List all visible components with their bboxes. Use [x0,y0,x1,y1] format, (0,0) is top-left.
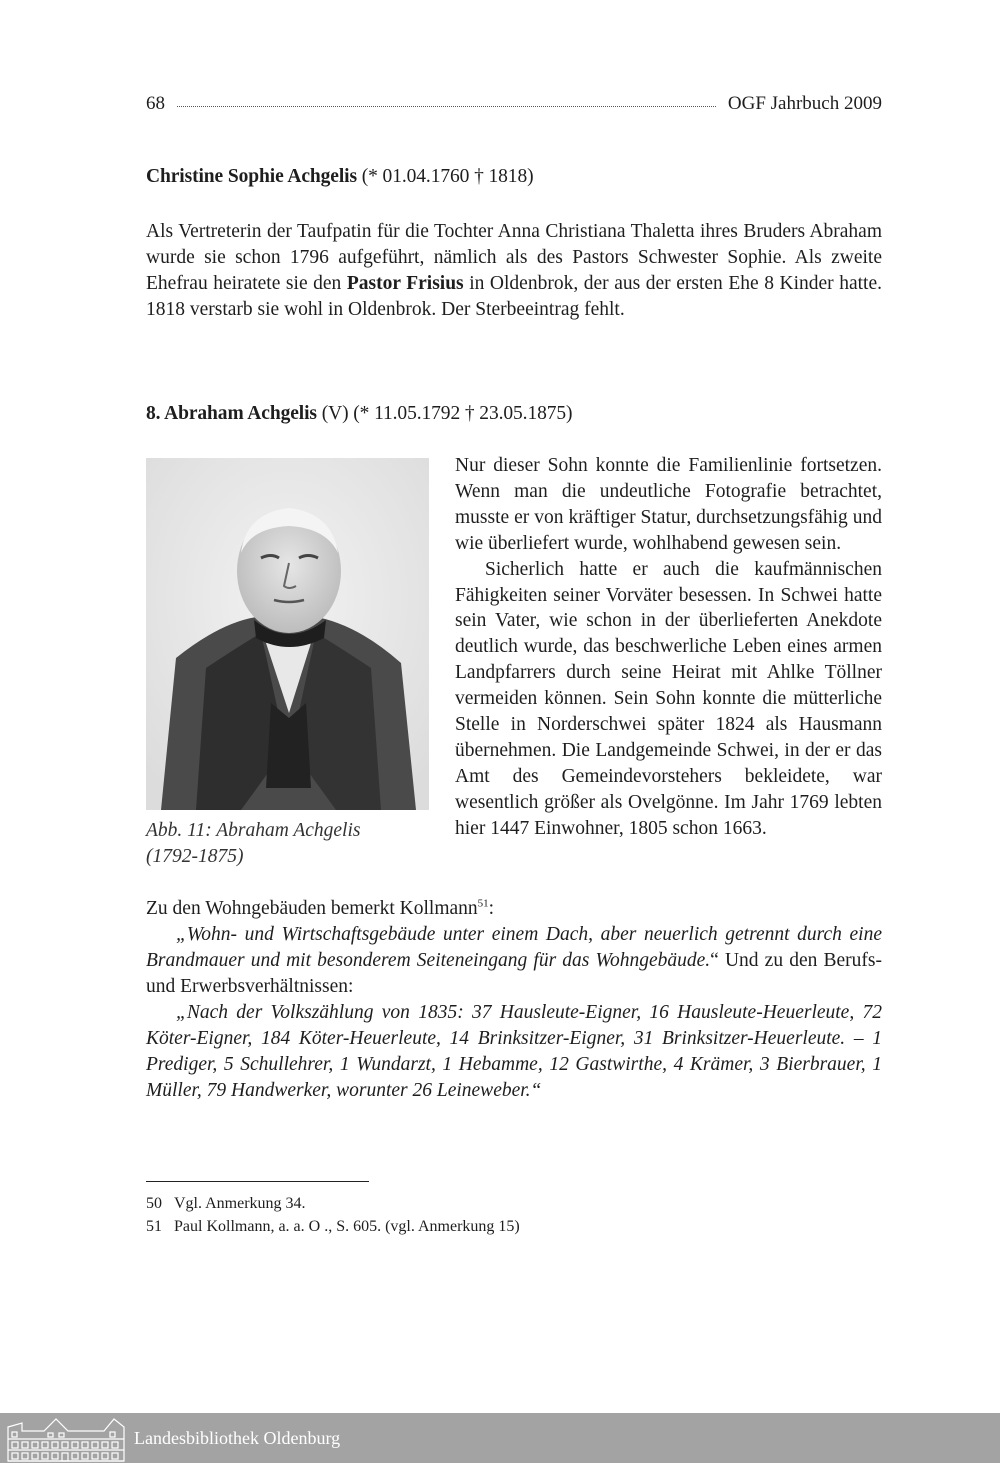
paragraph: Sicherlich hatte er auch die kaufmännischen Fähigkeiten seiner Vorväter besessen. In Schwei hatte sein Vater, wie schon in der überlieferten Anekdote deutlich wurde, das beschwerliche Leben eines armen Landpfarrers durch seine Heirat mit Ahlke Töllner vermeiden können. Sein Sohn konnte die mütterliche Stelle in Norderschwei später 1824 als Hausmann übernehmen. Die Landgemeinde Schwei, in der er das Amt des Gemeindevorstehers bekleidete, war wesentlich größer als Ovelgönne. Im Jahr 1769 lebten hier 1447 Einwohner, 1805 schon 1663. [455,558,882,839]
footnote-rule [146,1181,369,1182]
running-head [146,93,882,121]
quote-block [146,896,882,1104]
generation-numeral: (V) [321,403,349,424]
footnote-51: 51 Paul Kollmann, a. a. O ., S. 605. (vgl. Anmerkung 15) [146,1218,520,1235]
library-name: Landesbibliothek Oldenburg [134,1427,341,1448]
footnotes [146,1192,520,1238]
bold-name: Pastor Frisius [346,273,464,294]
person-name: Christine Sophie Achgelis [146,166,357,187]
section-heading-christine [146,166,534,188]
person-name: 8. Abraham Achgelis [146,403,317,424]
quote-census: „Nach der Volkszählung von 1835: 37 Hausleute-Eigner, 16 Hausleute-Heuerleute, 72 Köter-Eigner, 184 Köter-Heuerleute, 14 Brinksitzer-Eigner, 31 Brinksitzer-Heuerleute. – 1 Prediger, 5 Schullehrer, 1 Wundarzt, 1 Hebamme, 12 Gastwirthe, 4 Krämer, 3 Bierbrauer, 1 Müller, 79 Handwerker, worunter 26 Leineweber.“ [146,1002,882,1101]
footnote-ref-51[interactable]: 51 [477,897,489,910]
biography-text [455,453,882,842]
portrait-photo [146,458,429,810]
section-heading-abraham [146,403,572,425]
figure-caption: Abb. 11: Abraham Achgelis (1792-1875) [146,820,361,867]
life-dates: (* 01.04.1760 † 1818) [361,166,534,187]
footnote-50: 50 Vgl. Anmerkung 34. [146,1195,306,1212]
quote-housing: „Wohn- und Wirtschaftsgebäude unter einem Dach, aber neuerlich getrennt durch eine Brandmauer und mit besonderem Seiteneingang für das Wohngebäude.“ Und zu den Berufs- und Erwerbsverhältnissen: [146,924,883,997]
paragraph-christine: Als Vertreterin der Taufpatin für die Tochter Anna Christiana Thaletta ihres Bruders Abraham wurde sie schon 1796 aufgeführt, nämlich als des Pastors Schwester Sophie. Als zweite Ehefrau heiratete sie den Pastor Frisius in Oldenbrok, der aus der ersten Ehe 8 Kinder hatte. 1818 verstarb sie wohl in Oldenbrok. Der Sterbeeintrag fehlt. [146,221,882,320]
library-building-icon [6,1413,126,1463]
portrait-image [146,458,429,810]
page-number: 68 [146,93,165,114]
quote-intro: Zu den Wohngebäuden bemerkt Kollmann$^{51}$: [146,897,495,919]
library-footer-bar [0,1413,1000,1463]
header-rule [177,94,716,107]
life-dates: (* 11.05.1792 † 23.05.1875) [353,403,573,424]
paragraph: Nur dieser Sohn konnte die Familienlinie fortsetzen. Wenn man die undeutliche Fotografie betrachtet, musste er von kräftiger Statur, durchsetzungsfähig und wie überliefert wurde, wohlhabend gewesen sein. [455,455,882,554]
journal-title: OGF Jahrbuch 2009 [727,93,882,114]
